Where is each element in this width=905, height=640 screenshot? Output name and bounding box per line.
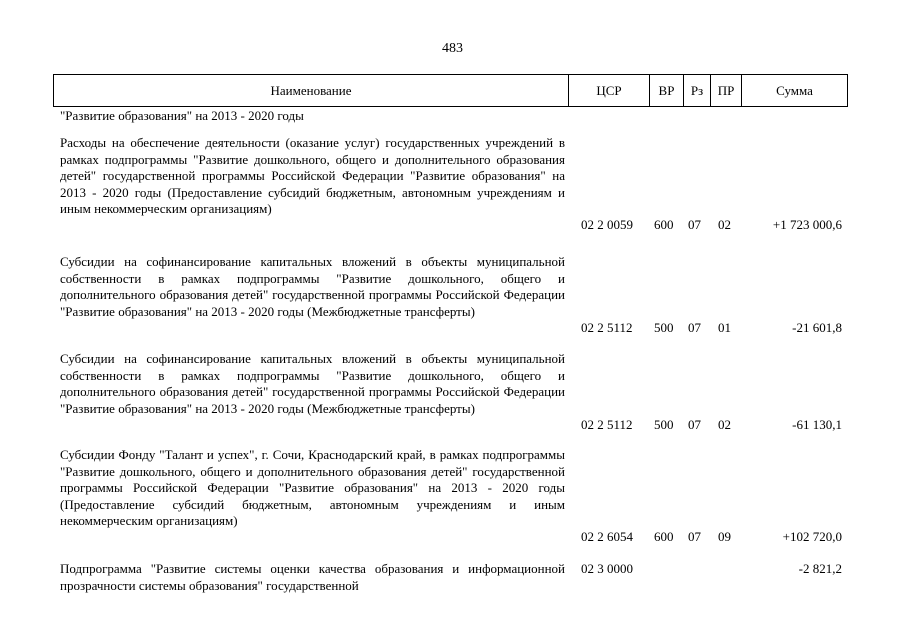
row-vr: 500 bbox=[654, 417, 674, 432]
column-header-sum: Сумма bbox=[741, 75, 847, 106]
row-vr: 500 bbox=[654, 320, 674, 335]
row-sum: -21 601,8 bbox=[792, 320, 842, 335]
row-sum: -2 821,2 bbox=[798, 561, 842, 576]
row-pr: 01 bbox=[718, 320, 731, 335]
row-sum: +1 723 000,6 bbox=[772, 217, 842, 232]
row-sum: +102 720,0 bbox=[782, 529, 842, 544]
row-pr: 02 bbox=[718, 417, 731, 432]
row-vr: 600 bbox=[654, 529, 674, 544]
column-header-csr: ЦСР bbox=[568, 75, 649, 106]
row-description: Расходы на обеспечение деятельности (оказание услуг) государственных учреждений в рамках подпрограммы "Развитие дошкольного, общего и дополнительного образования детей" государственной программы Российской Федерации "Развитие образования" на 2013 - 2020 годы (Предоставление субсидий бюджетным, автономным учреждениям и иным некоммерческим организациям) bbox=[60, 135, 565, 216]
row-vr: 600 bbox=[654, 217, 674, 232]
row-pr: 02 bbox=[718, 217, 731, 232]
row-csr: 02 3 0000 bbox=[581, 561, 633, 576]
table-row bbox=[53, 254, 848, 344]
table-row bbox=[53, 351, 848, 441]
column-header-vr: ВР bbox=[649, 75, 683, 106]
table-row bbox=[53, 561, 848, 601]
row-description: Подпрограмма "Развитие системы оценки качества образования и информационной прозрачности системы образования" государственной bbox=[60, 561, 565, 593]
row-csr: 02 2 5112 bbox=[581, 320, 633, 335]
row-csr: 02 2 0059 bbox=[581, 217, 633, 232]
row-rz: 07 bbox=[688, 320, 701, 335]
row-description: Субсидии на софинансирование капитальных вложений в объекты муниципальной собственности в рамках подпрограммы "Развитие дошкольного, общего и дополнительного образования детей" государственной программы Российской Федерации "Развитие образования" на 2013 - 2020 годы (Межбюджетные трансферты) bbox=[60, 351, 565, 416]
row-csr: 02 2 6054 bbox=[581, 529, 633, 544]
row-csr: 02 2 5112 bbox=[581, 417, 633, 432]
page-number: 483 bbox=[442, 41, 463, 56]
row-description: "Развитие образования" на 2013 - 2020 годы bbox=[60, 108, 304, 123]
row-description: Субсидии Фонду "Талант и успех", г. Сочи, Краснодарский край, в рамках подпрограммы "Развитие дошкольного, общего и дополнительного образования детей" государственной программы Российской Федерации "Развитие образования" на 2013 - 2020 годы (Предоставление субсидий бюджетным, автономным учреждениям и иным некоммерческим организациям) bbox=[60, 447, 565, 528]
row-rz: 07 bbox=[688, 529, 701, 544]
table-row bbox=[53, 447, 848, 557]
column-header-rz: Рз bbox=[683, 75, 710, 106]
table-row bbox=[53, 108, 848, 126]
column-header-name: Наименование bbox=[270, 82, 352, 98]
budget-table bbox=[53, 74, 848, 593]
row-rz: 07 bbox=[688, 217, 701, 232]
row-rz: 07 bbox=[688, 417, 701, 432]
table-header bbox=[53, 74, 848, 107]
row-sum: -61 130,1 bbox=[792, 417, 842, 432]
row-description: Субсидии на софинансирование капитальных вложений в объекты муниципальной собственности в рамках подпрограммы "Развитие дошкольного, общего и дополнительного образования детей" государственной программы Российской Федерации "Развитие образования" на 2013 - 2020 годы (Межбюджетные трансферты) bbox=[60, 254, 565, 319]
table-row bbox=[53, 135, 848, 245]
row-pr: 09 bbox=[718, 529, 731, 544]
column-header-pr: ПР bbox=[710, 75, 741, 106]
